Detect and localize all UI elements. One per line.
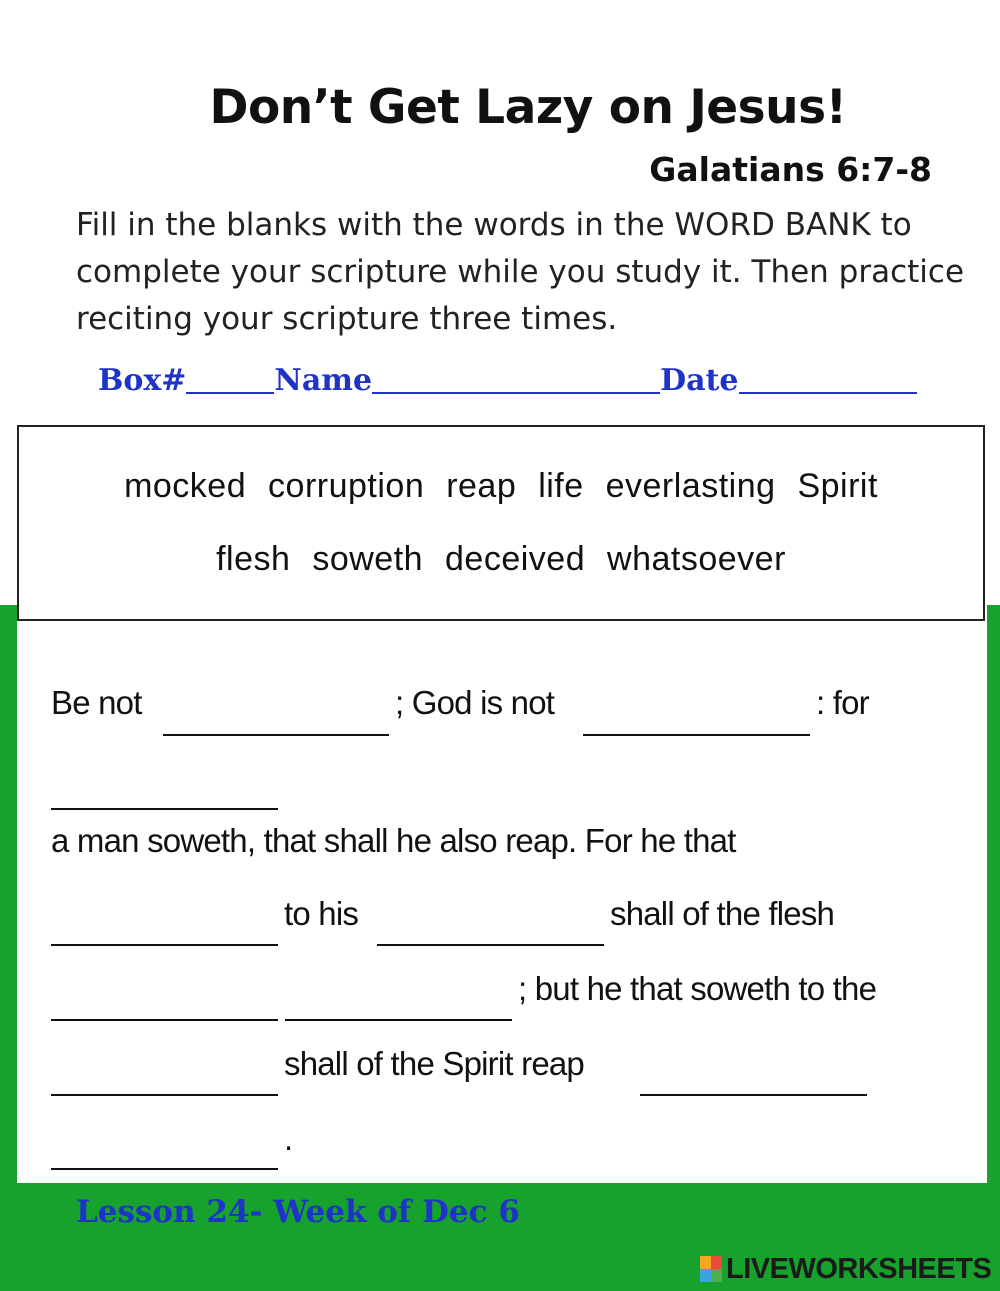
- verse-text-5: to his: [284, 895, 359, 932]
- liveworksheets-logo-icon: [700, 1256, 722, 1282]
- blank-5[interactable]: [377, 944, 604, 946]
- blank-2[interactable]: [583, 734, 810, 736]
- instructions-text: Fill in the blanks with the words in the WORD BANK to complete your scripture while you study it. Then practice reciting your scripture three times.: [76, 207, 965, 337]
- box-label: Box#: [98, 363, 187, 398]
- blank-9[interactable]: [640, 1094, 867, 1096]
- word-bank-row-2: flesh soweth deceived whatsoever: [216, 540, 786, 578]
- blank-8[interactable]: [51, 1094, 278, 1096]
- verse-text-6: shall of the flesh: [610, 895, 835, 932]
- blank-7[interactable]: [285, 1019, 512, 1021]
- scripture-reference: Galatians 6:7-8: [649, 150, 932, 189]
- verse-text-9: .: [284, 1120, 293, 1157]
- verse-text-2: ; God is not: [395, 684, 555, 721]
- name-field[interactable]: [372, 362, 660, 394]
- brand-watermark: [700, 1253, 991, 1285]
- date-field[interactable]: [739, 362, 917, 394]
- brand-name: LIVEWORKSHEETS: [726, 1252, 992, 1285]
- blank-4[interactable]: [51, 944, 278, 946]
- student-info-line: [98, 362, 917, 398]
- verse-text-7: ; but he that soweth to the: [518, 970, 877, 1007]
- verse-text-1: Be not: [51, 684, 142, 721]
- blank-1[interactable]: [163, 734, 389, 736]
- lesson-footer: Lesson 24- Week of Dec 6: [76, 1194, 520, 1230]
- box-number-field[interactable]: [186, 362, 274, 394]
- name-label: Name: [274, 363, 373, 398]
- page-title: Don’t Get Lazy on Jesus!: [209, 80, 847, 135]
- blank-3[interactable]: [51, 808, 278, 810]
- blank-6[interactable]: [51, 1019, 278, 1021]
- word-bank-row-1: mocked corruption reap life everlasting Spirit: [124, 467, 878, 505]
- verse-text-3: : for: [816, 684, 869, 721]
- verse-text-8: shall of the Spirit reap: [284, 1045, 584, 1082]
- date-label: Date: [660, 363, 739, 398]
- blank-10[interactable]: [51, 1168, 278, 1170]
- word-bank: [17, 425, 985, 621]
- verse-text-4: a man soweth, that shall he also reap. For he that: [51, 822, 736, 859]
